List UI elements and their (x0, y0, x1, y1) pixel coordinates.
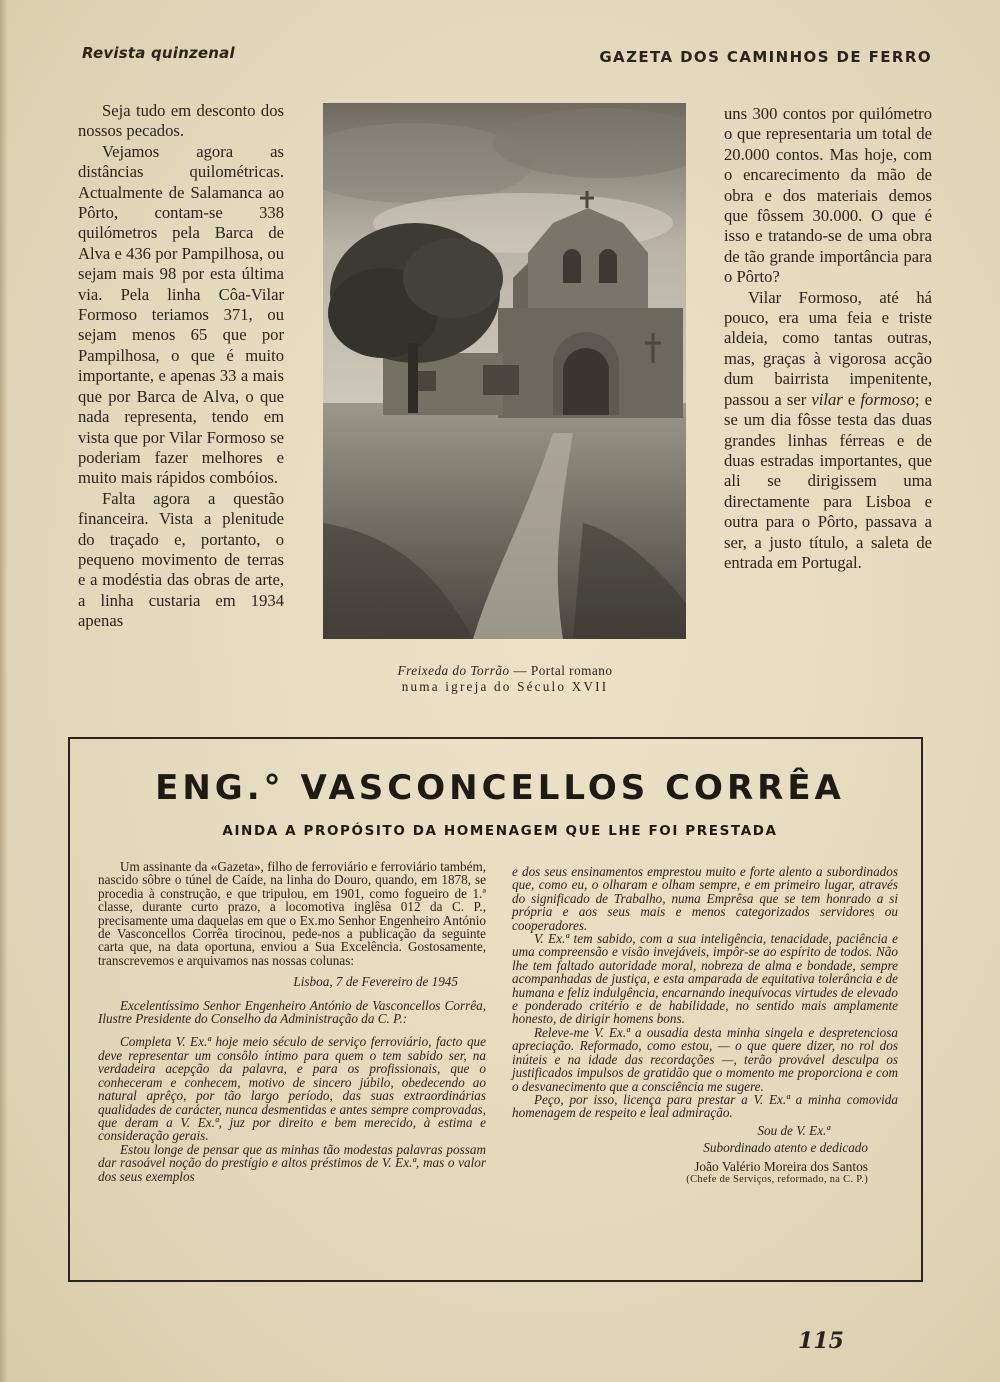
article-paragraph (724, 288, 932, 574)
letter-closing: Sou de V. Ex.ª (757, 1122, 830, 1138)
letter-paragraph: Estou longe de pensar que as minhas tão modestas palavras possam dar rasoável noção do prestígio e altos préstimos de V. Ex.ª, mas o valor dos seus exemplos (98, 1141, 486, 1184)
text-run: ; e se um dia fôsse testa das duas grandes linhas férreas e de duas estradas importantes, que ali se dirigissem uma directamente para Lisboa e outra para o Pôrto, passava a ser, a justo título, a saleta de entrada em Portugal. (724, 389, 932, 572)
page-number: 115 (798, 1328, 844, 1354)
letter-paragraph: Completa V. Ex.ª hoje meio século de serviço ferroviário, facto que deve representar um consôlo íntimo para quem o tem sabido ser, na verdadeira acepção da palavra, e para os profissionais, que o conheceram e conhecem, motivo de sincero júbilo, obedecendo ao natural aprêço, por tão largo período, das suas extraordinárias qualidades de carácter, nunca desmentidas e antes sempre comprovadas, que deram a V. Ex.ª, juz por direito e bem merecido, à estima e consideração gerais. (98, 1034, 486, 1144)
letter-signature: João Valério Moreira dos Santos (694, 1158, 868, 1174)
church-photograph (323, 103, 686, 639)
letter-address: Excelentíssimo Senhor Engenheiro António de Vasconcellos Corrêa, Ilustre Presidente do Conselho da Administração da C. P.: (98, 997, 486, 1027)
emphasis-vilar: vilar (811, 389, 843, 409)
running-header-left: Revista quinzenal (82, 44, 235, 62)
caption-description: — Portal romano (509, 663, 613, 678)
tribute-subtitle: AINDA A PROPÓSITO DA HOMENAGEM QUE LHE FOI PRESTADA (222, 823, 778, 839)
text-run: Vilar Formoso, até há pouco, era uma feia e triste aldeia, como tantas outras, mas, graças à vigorosa acção dum bairrista impenitente, passou a ser (724, 287, 932, 409)
letter-closing: Subordinado atento e dedicado (703, 1140, 868, 1156)
tribute-title: ENG.° VASCONCELLOS CORRÊA (155, 768, 845, 808)
caption-line-2: numa igreja do Século XVII (401, 679, 609, 694)
photo-caption (330, 663, 680, 695)
page-spine-shadow (0, 0, 8, 1382)
article-paragraph: uns 300 contos por quilómetro o que representaria um total de 20.000 contos. Mas hoje, com o encarecimento da mão de obra e dos materiais demos que fôssem 30.000. O que é isso e tratando-se de uma obra de tão grande importância para o Pôrto? (724, 104, 932, 287)
article-paragraph: Falta agora a questão financeira. Vista a plenitude do traçado e, portanto, o pequeno movimento de terras e a modéstia das obras de arte, a linha custaria em 1934 apenas (78, 488, 284, 631)
church-photo-illustration (323, 103, 686, 639)
article-paragraph: Seja tudo em desconto dos nossos pecados. (78, 101, 284, 141)
letter-paragraph: V. Ex.ª tem sabido, com a sua inteligência, tenacidade, paciência e uma compreensão e visão invejáveis, impôr-se ao espírito de todos. Não lhe tem faltado autoridade moral, nobreza de alma e bondade, sempre acompanhadas de justiça, e esta amparada de equitativa tolerância e de humana e feliz indulgência, encarnando inequívocas virtudes de elevado e ponderado critério e de habilidade, no sentido mais amplamente honesto, de dirigir homens bons. (512, 931, 898, 1027)
text-run: e (842, 389, 861, 409)
letter-date: Lisboa, 7 de Fevereiro de 1945 (293, 974, 458, 990)
tribute-column-right (512, 865, 898, 1186)
caption-line-1 (330, 663, 680, 679)
article-column-left (78, 101, 284, 632)
running-header-right: GAZETA DOS CAMINHOS DE FERRO (599, 48, 932, 66)
caption-place: Freixeda do Torrão (397, 663, 510, 678)
letter-paragraph: Releve-me V. Ex.ª a ousadia desta minha singela e despretenciosa apreciação. Reformado, como estou, — o que quere dizer, no rol dos inúteis e na idade das recordações —, terão provável desculpa os justificados impulsos de gratidão que o momento me proporciona e com o desvanecimento que a consciência me sugere. (512, 1024, 898, 1094)
emphasis-formoso: formoso (860, 389, 915, 409)
letter-paragraph: e dos seus ensinamentos emprestou muito e forte alento a subordinados que, como eu, o olharam e olham sempre, e em primeiro lugar, através do significado de Trabalho, numa Emprêsa que se tem honrado a si própria e aos seus mais e menos categorizados servidores ou cooperadores. (512, 864, 898, 933)
intro-paragraph: Um assinante da «Gazeta», filho de ferroviário e ferroviário também, nascido sôbre o túnel de Caíde, na linha do Douro, quando, em 1878, se procedia à construção, e que tripulou, em 1901, como fogueiro de 1.ª classe, durante curto prazo, a locomotiva inglêsa 012 da C. P., precisamente uma daquelas em que o Ex.mo Senhor Engenheiro António de Vasconcellos Corrêa tirocinou, pede-nos a publicação da seguinte carta que, na data oportuna, enviou a Sua Excelência. Gostosamente, transcrevemos e arquivamos nas nossas colunas: (98, 859, 486, 968)
letter-paragraph: Peço, por isso, licença para prestar a V. Ex.ª a minha comovida homenagem de respeito e leal admiração. (512, 1091, 898, 1121)
article-column-right (724, 104, 932, 573)
article-paragraph: Vejamos agora as distâncias quilométricas. Actualmente de Salamanca ao Pôrto, contam-se 338 quilómetros pela Barca de Alva e 436 por Pampilhosa, ou sejam mais 98 por esta última via. Pela linha Côa-Vilar Formoso teriamos 371, ou sejam menos 65 que por Pampilhosa, o que é muito importante, e apenas 33 a mais que por Barca de Alva, o que nada representa, tendo em vista que por Vilar Formoso se poderiam fazer melhores e muito mais rápidos combóios. (78, 141, 284, 488)
signature-note: (Chefe de Serviços, reformado, na C. P.) (686, 1173, 868, 1185)
tribute-column-left (98, 860, 486, 1183)
